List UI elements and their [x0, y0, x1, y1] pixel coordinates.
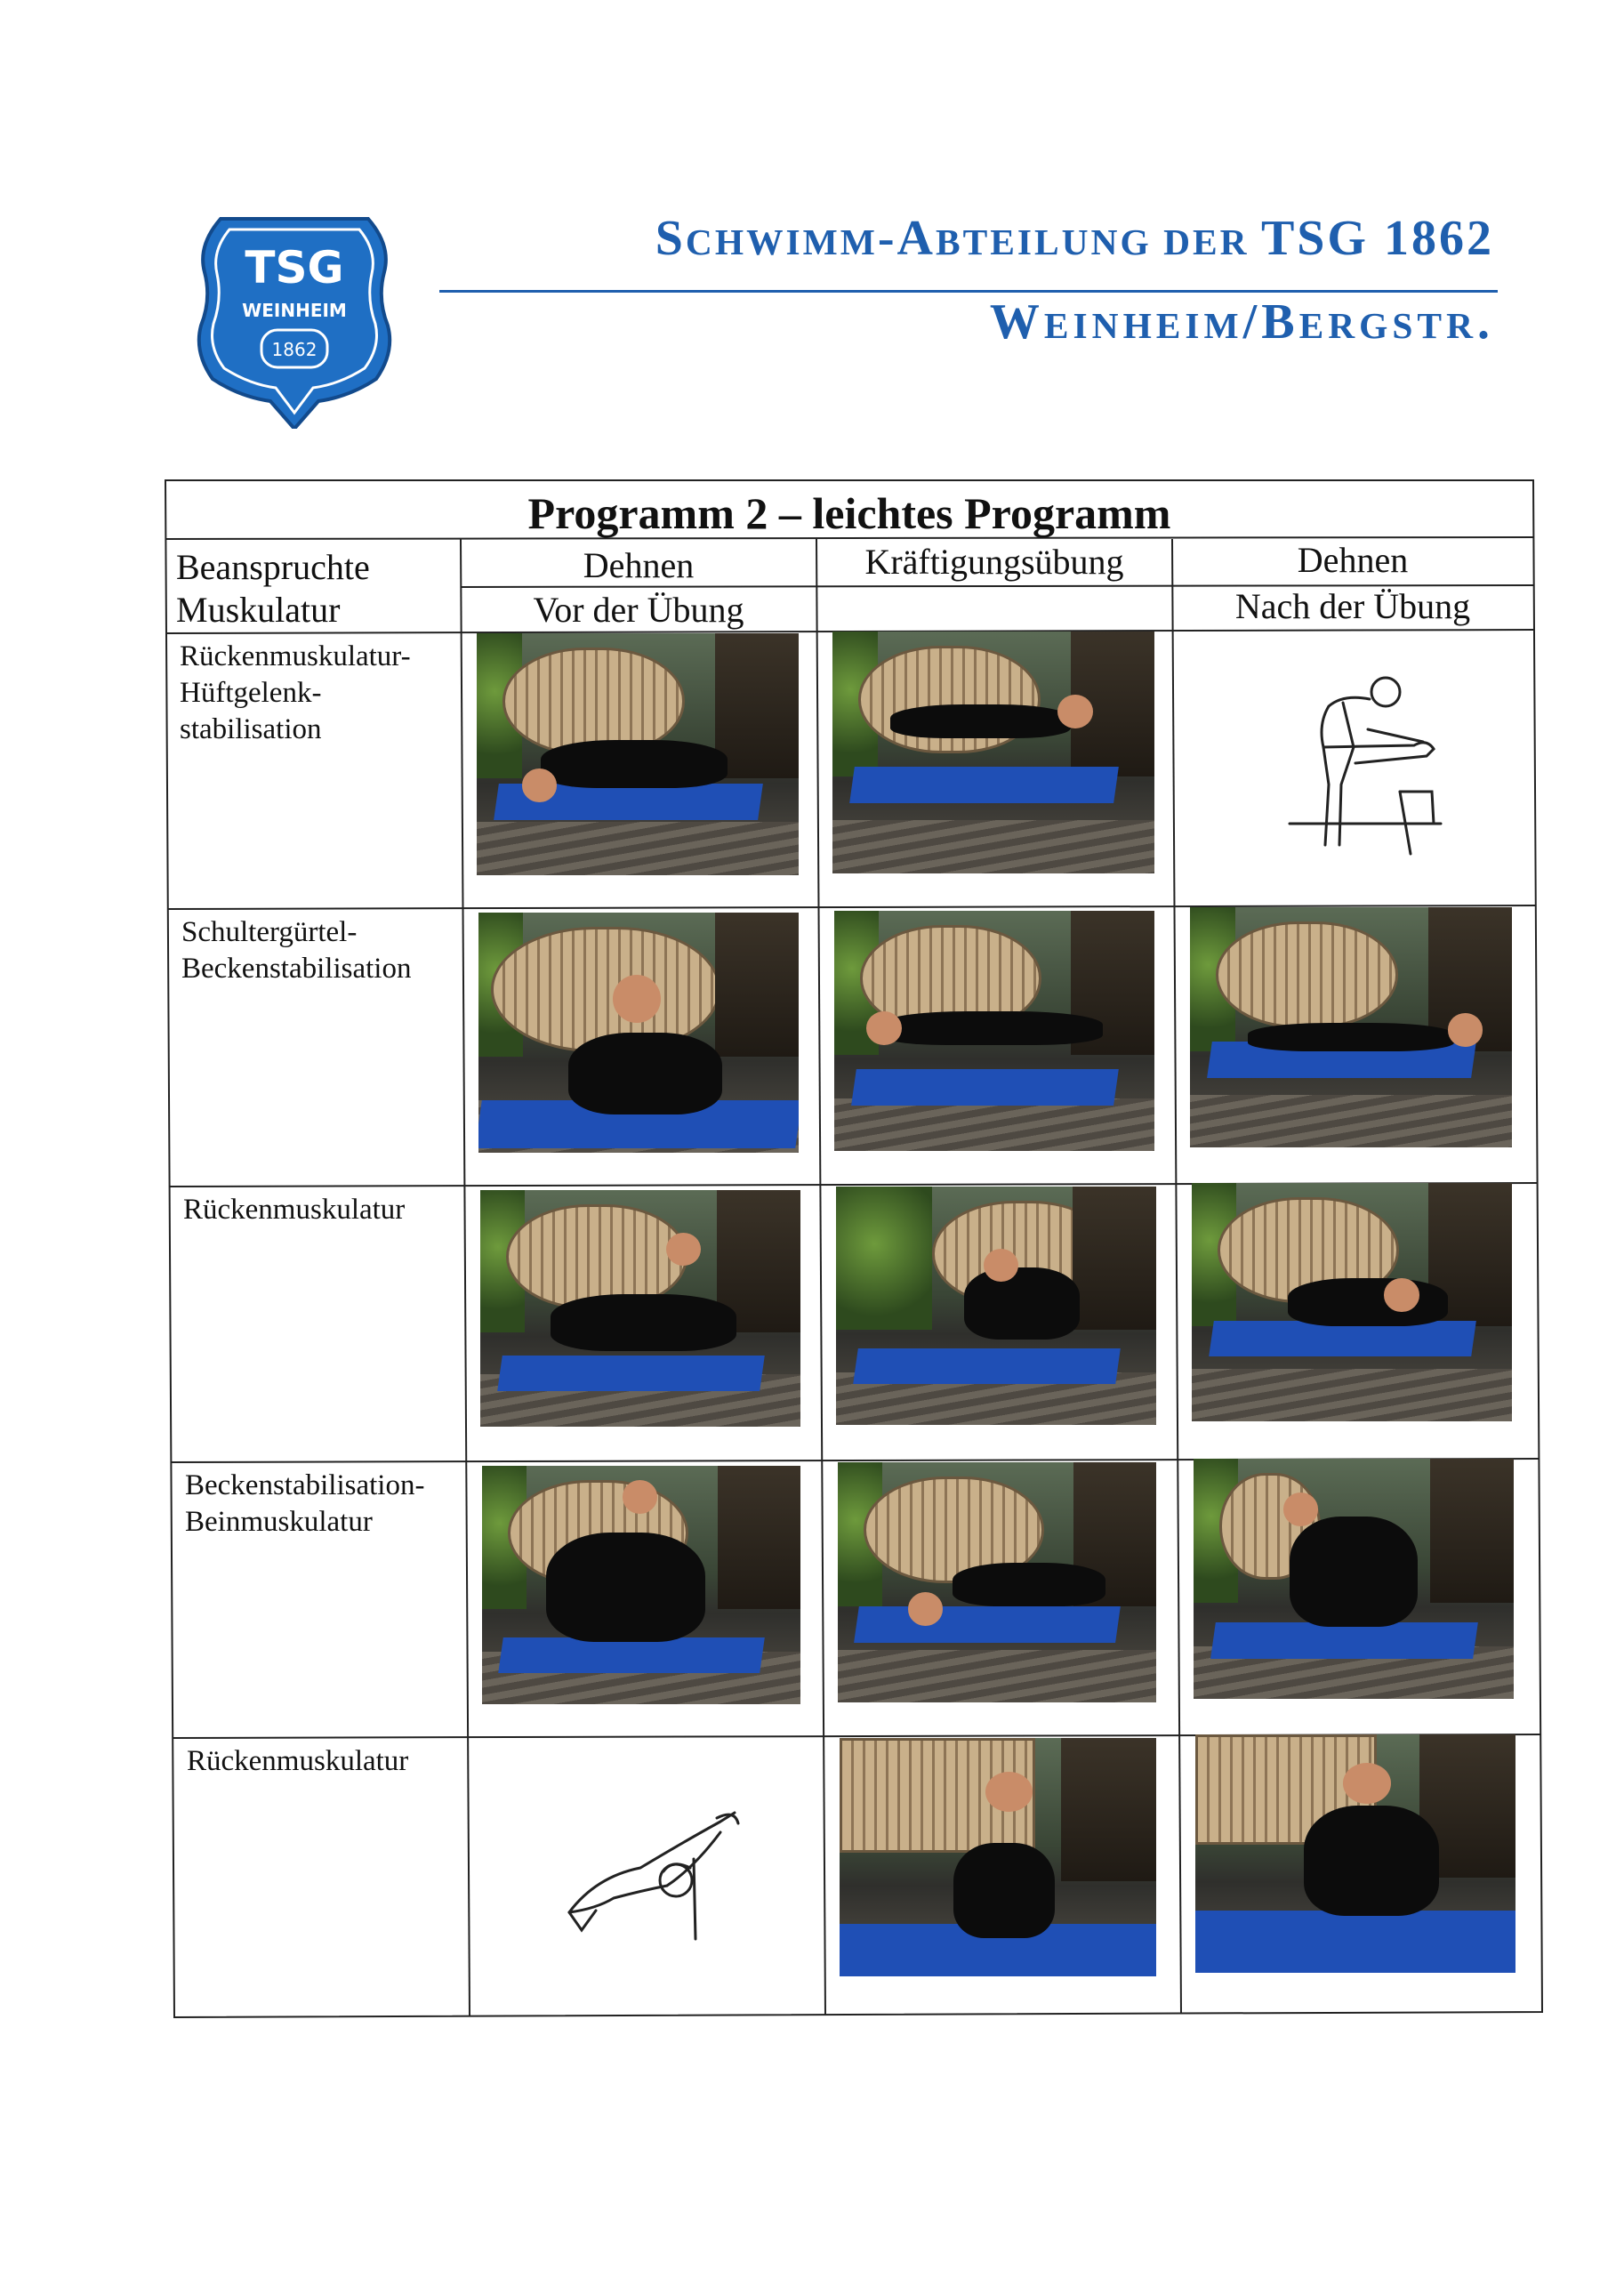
col-header-muscle-2: Muskulatur — [176, 590, 341, 630]
exercise-photo — [840, 1738, 1156, 1976]
row-label-3: Rückenmuskulatur — [183, 1194, 406, 1226]
col-header-stretch-after: Dehnen — [1297, 540, 1409, 580]
col-header-before-exercise: Vor der Übung — [533, 590, 744, 630]
club-name-line-2: WEINHEIM/BERGSTR. — [989, 294, 1494, 350]
logo-tsg-text: TSG — [245, 242, 344, 294]
program-title: Programm 2 – leichtes Programm — [527, 488, 1171, 538]
exercise-photo — [1195, 1734, 1515, 1973]
logo-year-text: 1862 — [271, 339, 318, 360]
exercise-photo — [1192, 1183, 1512, 1421]
row-label-5: Rückenmuskulatur — [187, 1745, 409, 1777]
exercise-photo — [477, 633, 799, 875]
row-label-2: Schultergürtel- Beckenstabilisation — [181, 916, 412, 985]
col-header-strength-exercise: Kräftigungsübung — [864, 542, 1124, 582]
exercise-photo — [480, 1190, 800, 1427]
exercise-photo — [482, 1466, 800, 1704]
exercise-photo — [1190, 907, 1512, 1147]
col-header-after-exercise: Nach der Übung — [1234, 586, 1471, 626]
col-header-muscle-1: Beanspruchte — [176, 547, 370, 587]
exercise-photo — [478, 913, 799, 1153]
lying-back-stretch-sketch — [560, 1806, 756, 1948]
exercise-photo — [836, 1187, 1156, 1425]
exercise-photo — [834, 911, 1154, 1151]
logo-weinheim-text: WEINHEIM — [242, 300, 347, 321]
exercise-photo — [838, 1462, 1156, 1702]
standing-leg-stretch-sketch — [1236, 667, 1459, 863]
club-name-line-1: SCHWIMM-ABTEILUNG DER TSG 1862 — [655, 211, 1494, 266]
col-header-stretch-before: Dehnen — [583, 545, 695, 585]
row-label-4: Beckenstabilisation- Beinmuskulatur — [185, 1469, 425, 1538]
exercise-photo — [832, 632, 1154, 873]
row-label-1: Rückenmuskulatur- Hüftgelenk- stabilisation — [180, 640, 411, 745]
exercise-photo — [1194, 1459, 1514, 1699]
